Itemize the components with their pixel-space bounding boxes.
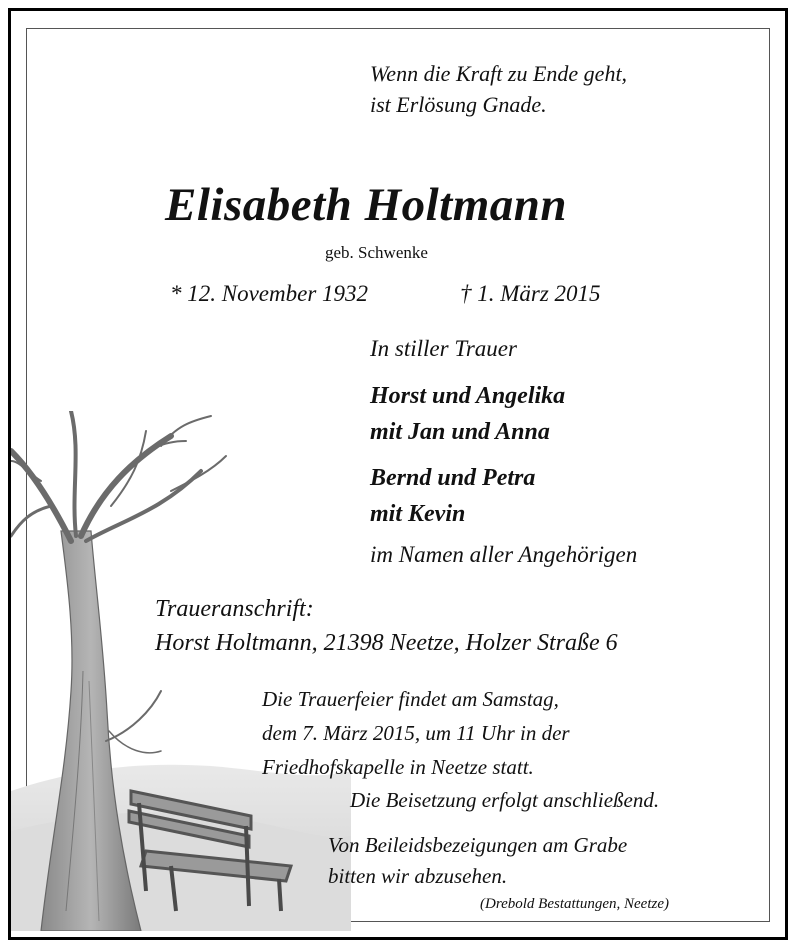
on-behalf-text: im Namen aller Angehörigen (370, 542, 638, 567)
address-text: Horst Holtmann, 21398 Neetze, Holzer Straße 6 (155, 630, 618, 656)
motto-line-1: Wenn die Kraft zu Ende geht, (370, 61, 628, 86)
ceremony-line-3: Friedhofskapelle in Neetze statt. (262, 755, 534, 779)
deceased-name: Elisabeth Holtmann (165, 179, 568, 231)
ceremony-line-2: dem 7. März 2015, um 11 Uhr in der (262, 721, 570, 745)
family-1-line-1: Horst und Angelika (370, 383, 566, 409)
family-1-line-2: mit Jan und Anna (370, 419, 550, 445)
condolence-notice (328, 830, 627, 892)
condolence-line-2: bitten wir abzusehen. (328, 864, 508, 888)
family-2-line-1: Bernd und Petra (370, 465, 536, 491)
undertaker-credit: (Drebold Bestattungen, Neetze) (480, 896, 669, 912)
maiden-name: geb. Schwenke (325, 243, 428, 262)
family-group-2 (370, 460, 535, 532)
condolence-line-1: Von Beileidsbezeigungen am Grabe (328, 833, 628, 857)
address-label: Traueranschrift: (155, 596, 314, 622)
motto-line-2: ist Erlösung Gnade. (370, 92, 547, 117)
family-2-line-2: mit Kevin (370, 501, 466, 527)
motto (370, 58, 627, 120)
ceremony-notice (262, 682, 570, 784)
mourning-intro: In stiller Trauer (370, 336, 517, 361)
birth-date: * 12. November 1932 (170, 281, 369, 306)
tree-bench-illustration (11, 411, 351, 931)
death-date: † 1. März 2015 (460, 281, 601, 306)
ceremony-line-1: Die Trauerfeier findet am Samstag, (262, 687, 559, 711)
family-group-1 (370, 378, 565, 450)
burial-notice: Die Beisetzung erfolgt anschließend. (350, 788, 660, 812)
